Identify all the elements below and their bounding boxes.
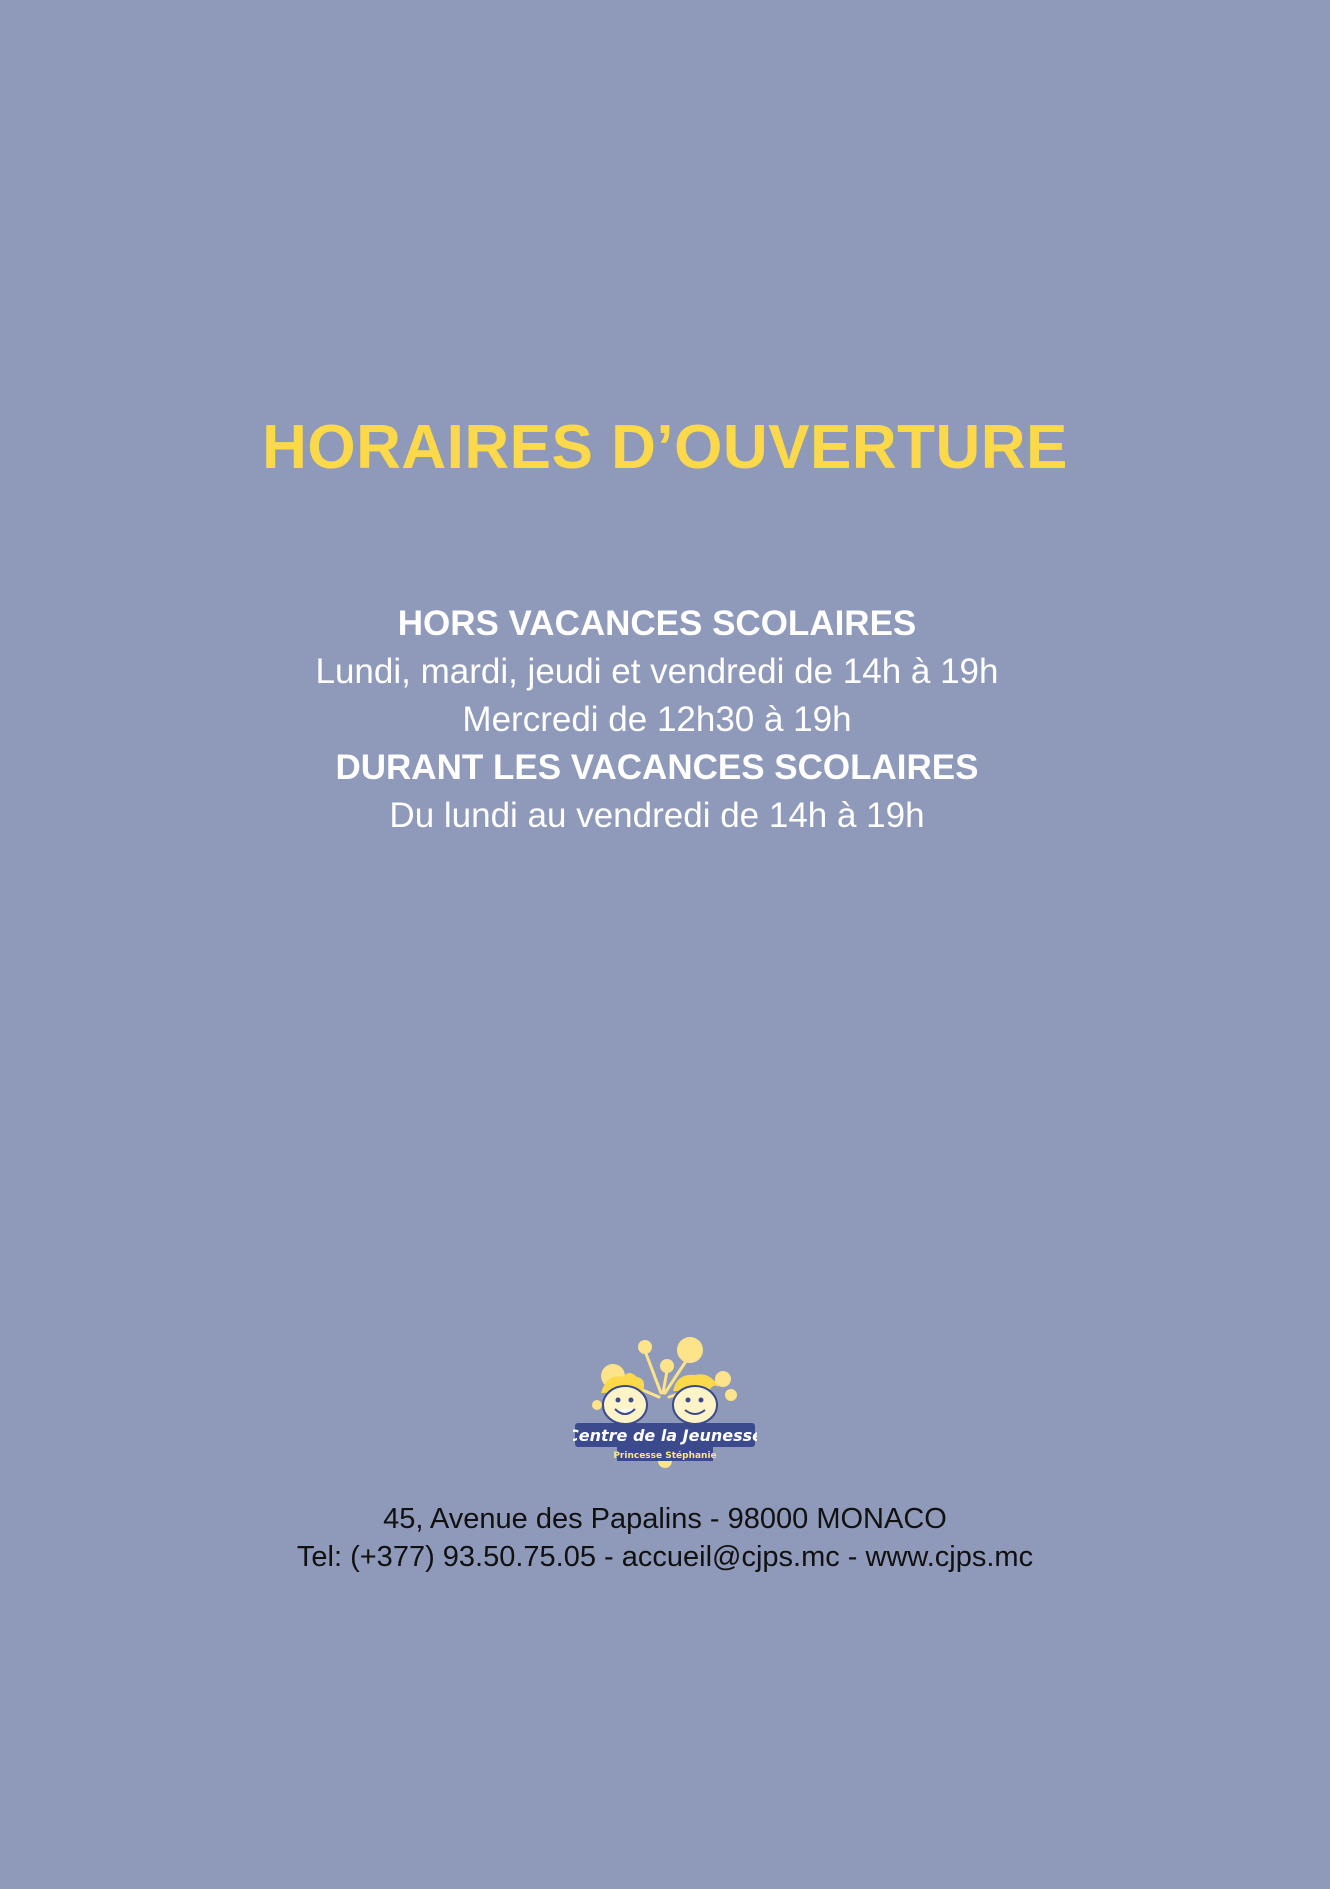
- page-title: HORAIRES D’OUVERTURE: [262, 413, 1068, 482]
- holidays-hours: Du lundi au vendredi de 14h à 19h: [389, 796, 925, 835]
- logo: [573, 1333, 757, 1469]
- cjps-logo-icon: [573, 1333, 757, 1469]
- school-term-heading: HORS VACANCES SCOLAIRES: [397, 604, 917, 643]
- school-term-wednesday: Mercredi de 12h30 à 19h: [462, 700, 852, 739]
- holidays-heading: DURANT LES VACANCES SCOLAIRES: [335, 748, 979, 787]
- contact-details: Tel: (+377) 93.50.75.05 - accueil@cjps.mc - www.cjps.mc: [296, 1541, 1034, 1573]
- logo-subtitle: Princesse Stéphanie: [613, 1451, 717, 1461]
- school-term-weekdays: Lundi, mardi, jeudi et vendredi de 14h à 19h: [315, 652, 999, 691]
- opening-hours: [0, 600, 1314, 840]
- logo-name: Centre de la Jeunesse: [573, 1426, 757, 1445]
- contact-info: [0, 1500, 1330, 1576]
- contact-address: 45, Avenue des Papalins - 98000 MONACO: [383, 1503, 947, 1535]
